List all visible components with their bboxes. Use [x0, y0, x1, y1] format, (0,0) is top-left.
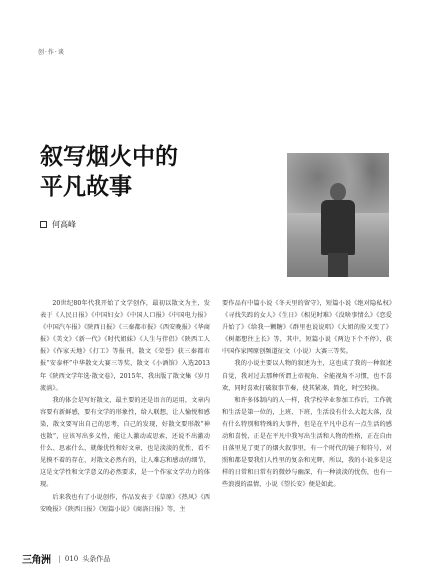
body-column-left — [40, 298, 210, 516]
paragraph: 我的小说主要以人物的叙述为主，这也成了我的一种叙述自觉，我对过去那种所谓上帝视角、全能视角不习惯，也不喜欢，同时喜欢打破叙事节奏，使其紧凑，简化，时空转换。 — [222, 360, 392, 392]
paragraph: 要作品有中篇小说《冬天里的留守》，短篇小说《绝对隐私权》《寻找失踪的女人》《生日》《相见时难》《没啥事情么》《恋爱升始了》《给我一颗糖》《群里也说说唱》《大姐的脸又变了》《树都想往上长》等，其中，短篇小说《两边下个不停》，获中国作家网原创频道征文（小说）大赛三等奖。 — [222, 300, 392, 356]
footer-section: 头条作品 — [82, 554, 111, 563]
title-line: 叙写烟火中的 — [40, 143, 178, 170]
section-tag: 创·作·谈 — [38, 49, 65, 56]
magazine-logo: 三角洲 — [22, 555, 51, 566]
page-number: 010 — [64, 554, 79, 563]
author-photo — [287, 153, 389, 277]
footer-divider: | — [58, 554, 61, 563]
photo-person-legs — [328, 253, 348, 277]
photo-person-coat — [321, 200, 355, 255]
paragraph: 和许多体制内的人一样，我学校毕业参加工作后，工作就和生活是第一位的，上班、下班，生活没有什么大起大落，没有什么特别和特殊的大事件，但是在平凡中总有一点生活的感动和喜悦，正是在平凡中我写出生活和人物的性格，正在自由日落里见了更了的烟火叙事里，有一个时代的镜子和符号，对照和都是要我们人性里的复杂和光辉，所以，我的小说多是这样的日常和日常有的微妙与幽深，有一种淡淡的忧伤，也有一些浪漫的温情，小说《望长安》便是如此。 — [222, 396, 392, 489]
paragraph: 20世纪80年代我开始了文学创作，最初以散文为主，发表于《人民日报》《中国妇女》《中国人口报》《中国电力报》《中国汽车报》《陕西日报》《三秦都市报》《西安晚报》《华商报》《美文》《新一代》《时代姐妹》《人生与伴侣》《陕西工人报》《作家天地》《打工》等报刊，散文《荣誉》获三秦都市报“安泰杯”中华散文大赛三等奖，散文《小酒馆》入选2013年《陕西文学年选·散文卷》，2015年，我出版了散文集《岁月流淌》。 — [40, 300, 210, 392]
page-footer — [22, 551, 110, 566]
photo-person — [321, 183, 355, 277]
author-name: 何高峰 — [52, 220, 76, 229]
photo-person-head — [330, 183, 346, 201]
paragraph: 我的体会是写好散文，最主要的还是语言的运用，文章内容要有新鲜感，要有文学的形象性，给人联想，让人愉悦和感染，散文要写出自己的思考，自己的发现，好散文要形散“神也散”，应该写出多义性，能让人激动或思索，还说不出激动什么、思索什么，就像优性和好文章，也是淡淡的优性，看不见摸不着的存在，对散文必然有的，让人难忘和感动的细节，这是文学性和文学意义的必然要求，是一个作家文学功力的体现。 — [40, 396, 210, 489]
author-byline — [40, 219, 76, 230]
article-title — [40, 142, 178, 202]
author-marker-box — [40, 221, 47, 228]
body-column-right — [222, 298, 392, 492]
title-line: 平凡故事 — [40, 173, 132, 200]
paragraph: 后来我也有了小说创作，作品发表于《草原》《热风》《西安晚报》《陕西日报》《短篇小说》《商洛日报》等，主 — [40, 493, 210, 513]
